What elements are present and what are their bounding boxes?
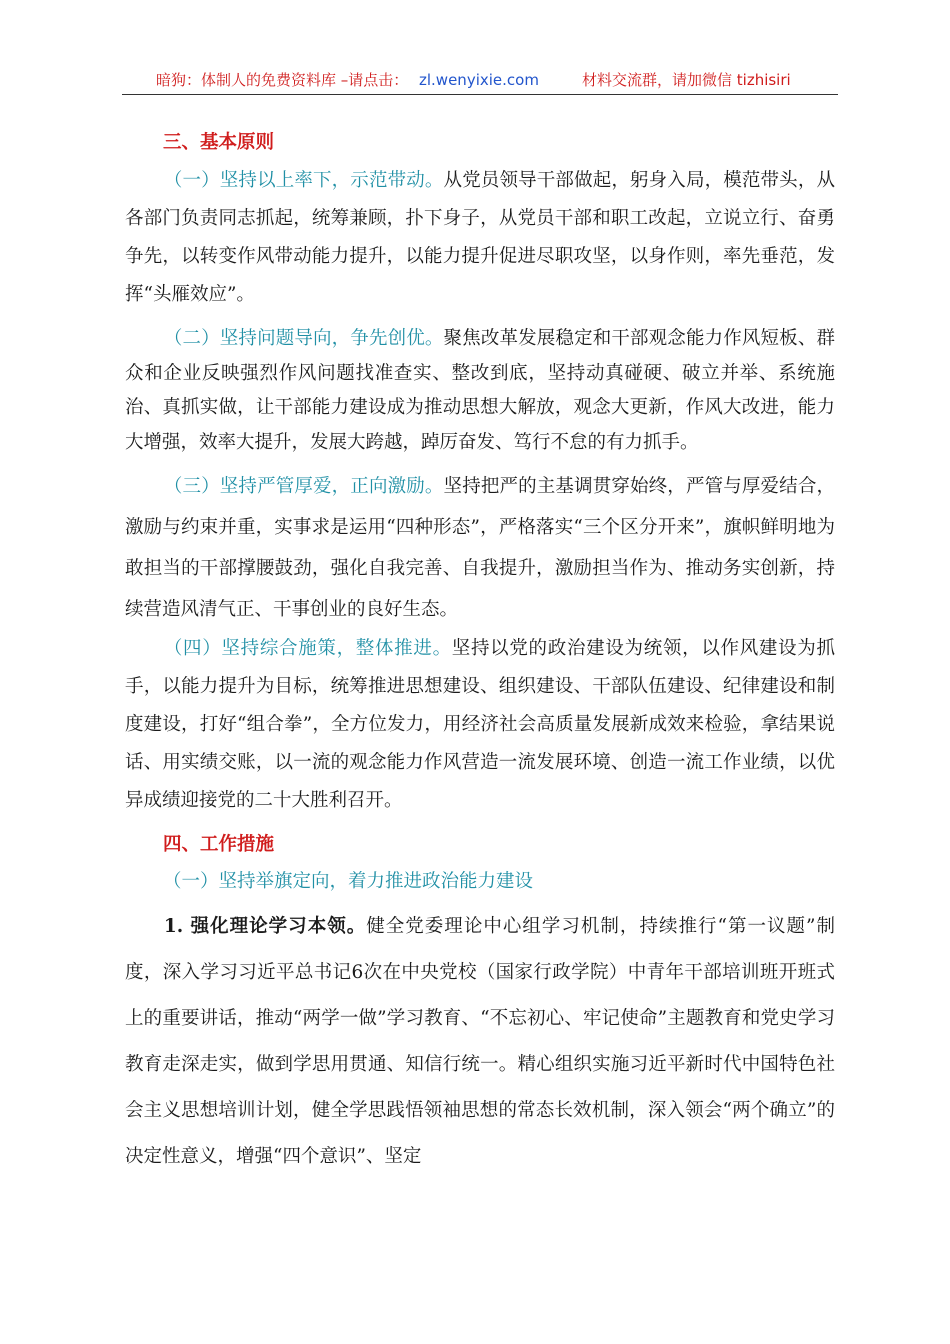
header-wechat: 材料交流群，请加微信 tizhisiri <box>582 71 791 89</box>
document-body <box>125 122 835 1180</box>
principle-3-text: 坚持把严的主基调贯穿始终，严管与厚爱结合，激励与约束并重，实事求是运用“四种形态”，严格落实“三个区分开来”，旗帜鲜明地为敢担当的干部撑腰鼓劲，强化自我完善、自我提升，激励担当作为、推动务实创新，持续营造风清气正、干事创业的良好生态。 <box>125 476 835 620</box>
header-title: 暗狗：体制人的免费资料库 –请点击： <box>156 71 409 89</box>
measure-1-text: 健全党委理论中心组学习机制，持续推行“第一议题”制度，深入学习习近平总书记6次在中央党校（国家行政学院）中青年干部培训班开班式上的重要讲话，推动“两学一做”学习教育、“不忘初心、牢记使命”主题教育和党史学习教育走深走实，做到学思用贯通、知信行统一。精心组织实施习近平新时代中国特色社会主义思想培训计划，健全学思践悟领袖思想的常态长效机制，深入领会“两个确立”的决定性意义，增强“四个意识”、坚定 <box>125 916 835 1167</box>
paragraph-principle-4 <box>125 630 835 820</box>
principle-4-lead: （四）坚持综合施策，整体推进。 <box>163 638 452 659</box>
paragraph-principle-2 <box>125 322 835 460</box>
section-heading-measures: 四、工作措施 <box>163 834 275 855</box>
paragraph-principle-3 <box>125 466 835 630</box>
principle-4-text: 坚持以党的政治建设为统领，以作风建设为抓手，以能力提升为目标，统筹推进思想建设、组织建设、干部队伍建设、纪律建设和制度建设，打好“组合拳”，全方位发力，用经济社会高质量发展新成效来检验，拿结果说话、用实绩交账，以一流的观念能力作风营造一流发展环境、创造一流工作业绩，以优异成绩迎接党的二十大胜利召开。 <box>125 638 835 811</box>
subsection-heading-political: （一）坚持举旗定向，着力推进政治能力建设 <box>163 871 534 892</box>
section-heading-principles: 三、基本原则 <box>163 132 275 153</box>
principle-1-lead: （一）坚持以上率下，示范带动。 <box>163 170 444 191</box>
principle-3-lead: （三）坚持严管厚爱，正向激励。 <box>163 476 444 497</box>
principle-2-text: 聚焦改革发展稳定和干部观念能力作风短板、群众和企业反映强烈作风问题找准查实、整改到底，坚持动真碰硬、破立并举、系统施治、真抓实做，让干部能力建设成为推动思想大解放，观念大更新，作风大改进，能力大增强，效率大提升，发展大跨越，踔厉奋发、笃行不怠的有力抓手。 <box>125 328 835 453</box>
paragraph-measure-1 <box>125 904 835 1180</box>
header-link[interactable]: zl.wenyixie.com <box>419 71 539 89</box>
page-header <box>122 68 838 95</box>
principle-2-lead: （二）坚持问题导向，争先创优。 <box>163 328 444 349</box>
paragraph-principle-1 <box>125 162 835 314</box>
principle-1-text: 从党员领导干部做起，躬身入局，模范带头，从各部门负责同志抓起，统筹兼顾，扑下身子，从党员干部和职工改起，立说立行、奋勇争先，以转变作风带动能力提升，以能力提升促进尽职攻坚，以身作则，率先垂范，发挥“头雁效应”。 <box>125 170 835 305</box>
measure-1-lead: 1. 强化理论学习本领。 <box>163 916 367 937</box>
